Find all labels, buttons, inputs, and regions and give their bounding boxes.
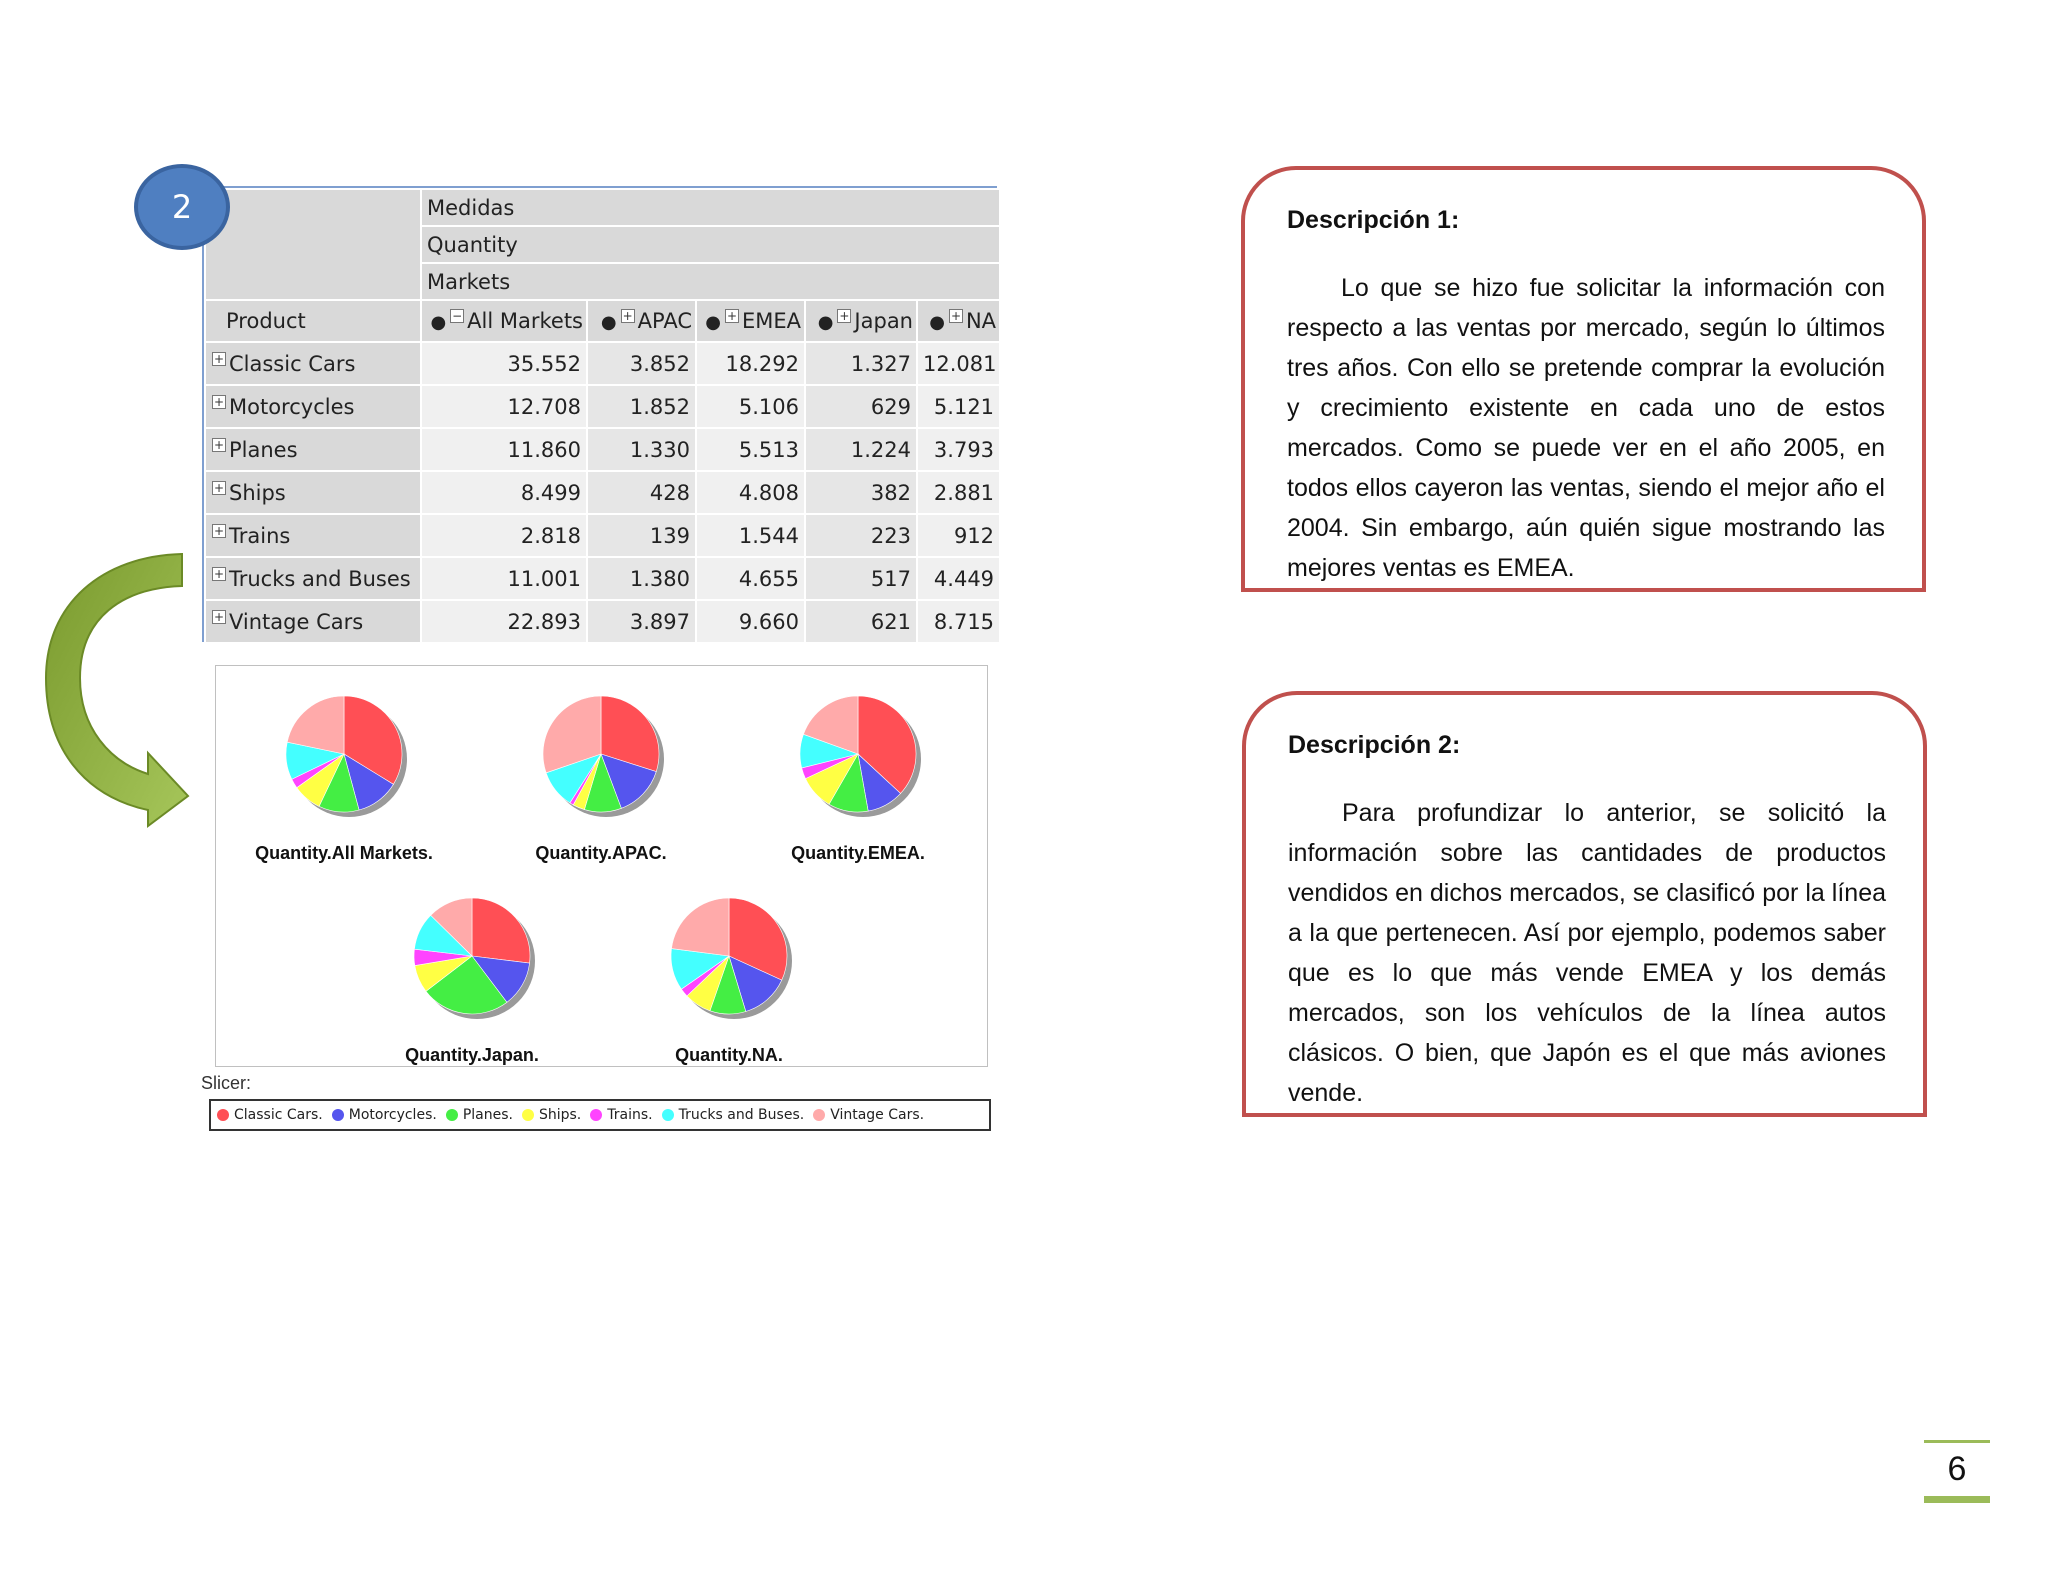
description-1-title: Descripción 1:	[1287, 206, 1460, 234]
value-cell: 1.380	[587, 557, 696, 600]
product-cell[interactable]: + Vintage Cars	[205, 600, 421, 643]
pie-chart	[671, 898, 792, 1019]
legend-item	[217, 1107, 323, 1123]
description-1-box	[1241, 166, 1926, 592]
table-row	[205, 385, 1000, 428]
expand-icon[interactable]: +	[213, 394, 225, 409]
value-cell: 1.330	[587, 428, 696, 471]
value-cell: 8.715	[917, 600, 1000, 643]
legend-item	[522, 1107, 581, 1123]
page-number-rule-top	[1924, 1440, 1990, 1443]
value-cell: 11.001	[421, 557, 587, 600]
expand-icon[interactable]: +	[213, 609, 225, 624]
pie-slice	[671, 898, 729, 956]
value-cell: 629	[805, 385, 917, 428]
pie-title: Quantity.EMEA.	[791, 843, 925, 863]
curved-arrow-icon	[40, 548, 200, 828]
page-number: 6	[1947, 1450, 1967, 1488]
value-cell: 2.881	[917, 471, 1000, 514]
table-row	[205, 471, 1000, 514]
quantity-header: Quantity	[421, 226, 1000, 263]
value-cell: 5.513	[696, 428, 805, 471]
expand-icon[interactable]: +	[726, 309, 737, 323]
value-cell: 35.552	[421, 342, 587, 385]
value-cell: 4.655	[696, 557, 805, 600]
page-number-rule-bottom	[1924, 1496, 1990, 1503]
expand-icon[interactable]: +	[213, 523, 225, 538]
expand-icon[interactable]: +	[839, 309, 850, 323]
value-cell: 11.860	[421, 428, 587, 471]
value-cell: 4.449	[917, 557, 1000, 600]
expand-icon[interactable]: +	[213, 480, 225, 495]
legend-swatch	[217, 1109, 229, 1121]
table-row	[205, 514, 1000, 557]
value-cell: 12.081	[917, 342, 1000, 385]
product-cell[interactable]: + Motorcycles	[205, 385, 421, 428]
legend-item	[590, 1107, 652, 1123]
value-cell: 382	[805, 471, 917, 514]
legend-label: Classic Cars.	[234, 1107, 323, 1123]
expand-icon[interactable]: +	[950, 309, 961, 323]
product-cell[interactable]: + Planes	[205, 428, 421, 471]
expand-icon[interactable]: +	[213, 351, 225, 366]
value-cell: 2.818	[421, 514, 587, 557]
pie-charts-panel	[215, 665, 988, 1067]
pie-title: Quantity.Japan.	[405, 1045, 539, 1065]
table-row	[205, 557, 1000, 600]
legend-item	[332, 1107, 437, 1123]
value-cell: 8.499	[421, 471, 587, 514]
pie-title: Quantity.NA.	[675, 1045, 783, 1065]
expand-icon[interactable]: +	[622, 309, 633, 323]
market-header-emea[interactable]: ● + EMEA	[696, 300, 805, 342]
legend-label: Trains.	[607, 1107, 653, 1123]
chart-legend	[209, 1099, 991, 1131]
pie-slice	[472, 898, 530, 963]
pie-chart	[543, 696, 664, 817]
legend-label: Planes.	[462, 1107, 513, 1123]
value-cell: 1.852	[587, 385, 696, 428]
legend-item	[662, 1107, 805, 1123]
product-header: Product	[205, 300, 421, 342]
product-cell[interactable]: + Trains	[205, 514, 421, 557]
market-header-all[interactable]: ● − All Markets	[421, 300, 587, 342]
market-header-na[interactable]: ● + NA	[917, 300, 1000, 342]
value-cell: 18.292	[696, 342, 805, 385]
pivot-corner	[205, 189, 421, 300]
value-cell: 517	[805, 557, 917, 600]
product-cell[interactable]: + Trucks and Buses	[205, 557, 421, 600]
value-cell: 9.660	[696, 600, 805, 643]
value-cell: 223	[805, 514, 917, 557]
legend-swatch	[813, 1109, 825, 1121]
pie-title: Quantity.All Markets.	[255, 843, 433, 863]
description-2-box	[1242, 691, 1927, 1117]
value-cell: 5.121	[917, 385, 1000, 428]
pie-chart	[800, 696, 921, 817]
legend-swatch	[446, 1109, 458, 1121]
value-cell: 139	[587, 514, 696, 557]
legend-swatch	[332, 1109, 344, 1121]
slicer-label: Slicer:	[201, 1073, 252, 1093]
value-cell: 5.106	[696, 385, 805, 428]
markets-header: Markets	[421, 263, 1000, 300]
product-cell[interactable]: + Classic Cars	[205, 342, 421, 385]
legend-label: Trucks and Buses.	[678, 1107, 805, 1123]
measures-header: Medidas	[421, 189, 1000, 226]
legend-item	[446, 1107, 513, 1123]
pie-chart	[286, 696, 407, 817]
description-2-title: Descripción 2:	[1288, 731, 1461, 759]
legend-label: Motorcycles.	[348, 1107, 437, 1123]
pivot-table	[202, 186, 997, 642]
table-row	[205, 600, 1000, 643]
legend-item	[813, 1107, 924, 1123]
expand-icon[interactable]: +	[213, 566, 225, 581]
value-cell: 912	[917, 514, 1000, 557]
collapse-icon[interactable]: −	[452, 309, 463, 323]
pie-charts-svg	[216, 666, 989, 1068]
expand-icon[interactable]: +	[213, 437, 225, 452]
market-header-japan[interactable]: ● + Japan	[805, 300, 917, 342]
badge-number: 2	[171, 188, 193, 226]
value-cell: 428	[587, 471, 696, 514]
value-cell: 1.327	[805, 342, 917, 385]
market-header-apac[interactable]: ● + APAC	[587, 300, 696, 342]
description-2-text: Para profundizar lo anterior, se solicitó la información sobre las cantidades de productos vendidos en dichos mercados, se clasificó por la línea a la que pertenecen. Así por ejemplo, podemos saber que es lo que más vende EMEA y los demás mercados, son los vehículos de la línea autos clásicos. O bien, que Japón es el que más aviones vende.	[1288, 799, 1886, 1107]
value-cell: 4.808	[696, 471, 805, 514]
description-1-text: Lo que se hizo fue solicitar la información con respecto a las ventas por mercado, según lo últimos tres años. Con ello se pretende comprar la evolución y crecimiento existente en cada uno de estos mercados. Como se puede ver en el año 2005, en todos ellos cayeron las ventas, siendo el mejor año el 2004. Sin embargo, aún quién sigue mostrando las mejores ventas es EMEA.	[1287, 274, 1885, 582]
value-cell: 3.897	[587, 600, 696, 643]
legend-label: Ships.	[538, 1107, 582, 1123]
value-cell: 3.852	[587, 342, 696, 385]
table-row	[205, 342, 1000, 385]
value-cell: 3.793	[917, 428, 1000, 471]
step-number-badge	[134, 164, 230, 250]
value-cell: 1.224	[805, 428, 917, 471]
pie-title: Quantity.APAC.	[535, 843, 667, 863]
value-cell: 22.893	[421, 600, 587, 643]
value-cell: 621	[805, 600, 917, 643]
table-row	[205, 428, 1000, 471]
legend-swatch	[662, 1109, 674, 1121]
legend-label: Vintage Cars.	[830, 1107, 925, 1123]
product-cell[interactable]: + Ships	[205, 471, 421, 514]
legend-swatch	[590, 1109, 602, 1121]
value-cell: 12.708	[421, 385, 587, 428]
value-cell: 1.544	[696, 514, 805, 557]
legend-swatch	[522, 1109, 534, 1121]
pie-chart	[414, 898, 535, 1019]
